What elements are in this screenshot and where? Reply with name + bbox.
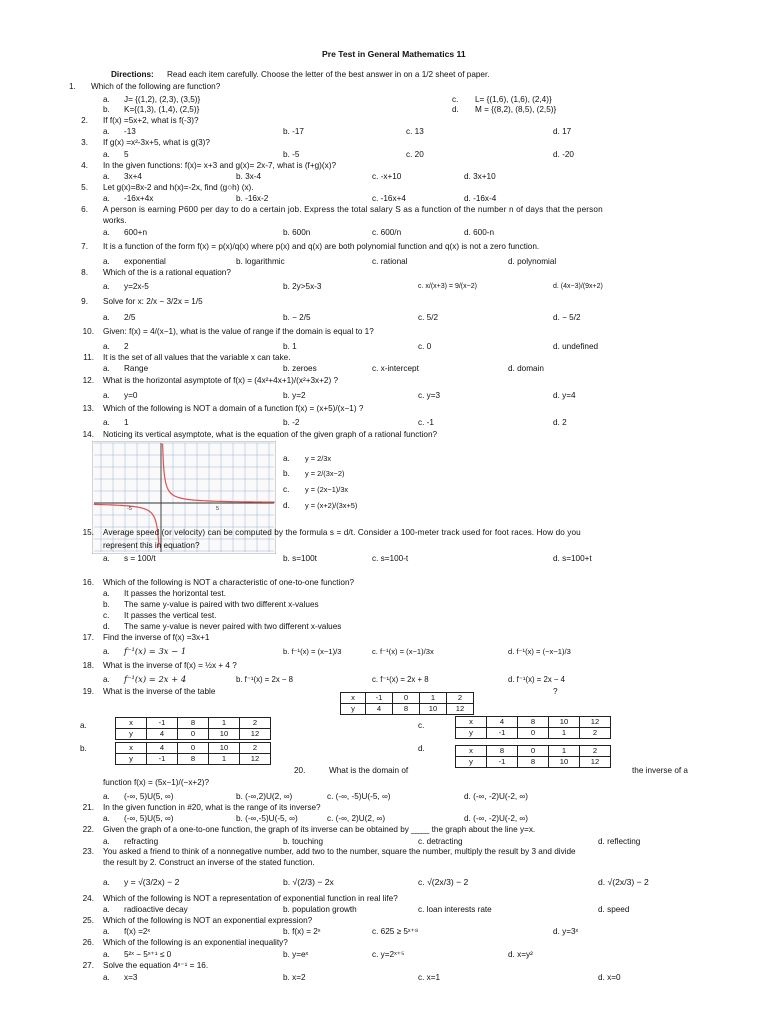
cell: x — [456, 746, 487, 757]
q13-text: Which of the following is NOT a domain of a function f(x) = (x+5)/(x−1) ? — [103, 404, 364, 413]
q18-a-label: a. — [103, 675, 110, 684]
q10-number: 10. — [82, 327, 94, 336]
q19-b-label: b. — [80, 744, 87, 753]
q7-b: b. logarithmic — [236, 257, 285, 266]
q5-number: 5. — [81, 183, 88, 192]
cell: x — [116, 718, 147, 729]
q19-number: 19. — [82, 687, 94, 696]
q22-d: d. reflecting — [598, 837, 641, 846]
q23-a-label: a. — [103, 878, 110, 887]
q7-a: exponential — [124, 257, 166, 266]
q16-b: The same y-value is paired with two different x-values — [124, 600, 319, 609]
q12-a-label: a. — [103, 391, 110, 400]
q15-text-cont: represent this in equation? — [103, 541, 200, 550]
q26-a: 5²ˣ − 5ˣ⁺¹ ≤ 0 — [124, 950, 172, 959]
q6-d: d. 600-n — [464, 228, 495, 237]
q11-b: b. zeroes — [283, 364, 317, 373]
q25-c: c. 625 ≥ 5ˣ⁺⁸ — [372, 927, 419, 936]
cell: -1 — [487, 757, 518, 768]
q26-d: d. x=y² — [508, 950, 533, 959]
q22-c: c. detracting — [418, 837, 463, 846]
q20-b: b. (-∞,2)U(2, ∞) — [236, 792, 293, 801]
q18-number: 18. — [82, 661, 94, 670]
q12-b: b. y=2 — [283, 391, 306, 400]
cell: 2 — [580, 746, 611, 757]
q2-d: d. 17 — [553, 127, 572, 136]
q27-b: b. x=2 — [283, 973, 306, 982]
q3-text: If g(x) =x²-3x+5, what is g(3)? — [103, 138, 210, 147]
q25-number: 25. — [82, 916, 94, 925]
cell: -1 — [147, 754, 178, 765]
q10-c: c. 0 — [418, 342, 432, 351]
cell: 12 — [580, 717, 611, 728]
q13-d: d. 2 — [553, 418, 567, 427]
q6-a: 600+n — [124, 228, 147, 237]
q2-a-label: a. — [103, 127, 110, 136]
q17-text: Find the inverse of f(x) =3x+1 — [103, 633, 210, 642]
q12-d: d. y=4 — [553, 391, 576, 400]
q24-a-label: a. — [103, 905, 110, 914]
q19-d-label: d. — [418, 744, 425, 753]
q20-d: d. (-∞, -2)U(-2, ∞) — [464, 792, 528, 801]
cell: 0 — [518, 728, 549, 739]
cell: -1 — [366, 693, 393, 704]
cell: 10 — [549, 717, 580, 728]
q22-a-label: a. — [103, 837, 110, 846]
q27-a: x=3 — [124, 973, 138, 982]
q9-c: c. 5/2 — [418, 313, 439, 322]
q21-d: d. (-∞, -2)U(-2, ∞) — [464, 814, 528, 823]
q26-number: 26. — [82, 938, 94, 947]
q15-a-label: a. — [103, 554, 110, 563]
q21-number: 21. — [82, 803, 94, 812]
q22-a: refracting — [124, 837, 159, 846]
q7-a-label: a. — [103, 257, 110, 266]
q19-d-table — [455, 745, 611, 768]
q9-text: Solve for x: 2/x − 3/2x = 1/5 — [103, 297, 203, 306]
q1-a-label: a. — [103, 95, 110, 104]
q4-number: 4. — [81, 161, 88, 170]
q19-b-table — [115, 742, 271, 765]
q9-b: b. − 2/5 — [283, 313, 311, 322]
q15-b: b. s=100t — [283, 554, 317, 563]
q11-a-label: a. — [103, 364, 110, 373]
q16-a: It passes the horizontal test. — [124, 589, 226, 598]
q1-b: K={(1,3), (1,4), (2,5)} — [124, 105, 200, 114]
q20-text: What is the domain of — [329, 766, 409, 775]
cell: 1 — [420, 693, 447, 704]
cell: -1 — [487, 728, 518, 739]
cell: y — [116, 729, 147, 740]
q22-text: Given the graph of a one-to-one function, the graph of its inverse can be obtained by ____ the graph about the line y=x. — [103, 825, 536, 834]
q11-c: c. x-intercept — [372, 364, 419, 373]
q4-a: 3x+4 — [124, 172, 142, 181]
q17-c: c. f⁻¹(x) = (x−1)/3x — [372, 647, 434, 656]
cell: 8 — [487, 746, 518, 757]
q3-b: b. -5 — [283, 150, 300, 159]
q18-c: c. f⁻¹(x) = 2x + 8 — [372, 675, 429, 684]
q21-b: b. (-∞,-5)U(-5, ∞) — [236, 814, 298, 823]
cell: 12 — [240, 729, 271, 740]
q20-a-label: a. — [103, 792, 110, 801]
q13-b: b. -2 — [283, 418, 300, 427]
q15-a: s = 100/t — [124, 554, 156, 563]
q27-number: 27. — [82, 961, 94, 970]
q11-number: 11. — [83, 353, 94, 362]
q8-b: b. 2y>5x-3 — [283, 282, 322, 291]
q3-d: d. -20 — [553, 150, 574, 159]
q6-b: b. 600n — [283, 228, 311, 237]
q13-a: 1 — [124, 418, 129, 427]
q25-a-label: a. — [103, 927, 110, 936]
cell: y — [456, 757, 487, 768]
q1-text: Which of the following are function? — [91, 82, 221, 91]
directions-label: Directions: — [111, 70, 154, 79]
q15-number: 15. — [82, 528, 94, 537]
q9-a-label: a. — [103, 313, 110, 322]
cell: 2 — [580, 728, 611, 739]
q25-b: b. f(x) = 2ˣ — [283, 927, 321, 936]
q24-d: d. speed — [598, 905, 630, 914]
cell: 1 — [209, 718, 240, 729]
q21-a: (-∞, 5)U(5, ∞) — [124, 814, 174, 823]
q6-c: c. 600/n — [372, 228, 402, 237]
q19-c-label: c. — [418, 721, 425, 730]
q7-number: 7. — [81, 242, 88, 251]
q19-a-label: a. — [80, 721, 87, 730]
cell: 12 — [447, 704, 474, 715]
q12-number: 12. — [82, 376, 94, 385]
q2-text: If f(x) =5x+2, what is f(-3)? — [103, 116, 199, 125]
q15-d: d. s=100+t — [553, 554, 592, 563]
q3-a: 5 — [124, 150, 129, 159]
cell: -1 — [147, 718, 178, 729]
cell: 0 — [393, 693, 420, 704]
q12-a: y=0 — [124, 391, 138, 400]
q16-d-label: d. — [103, 622, 110, 631]
q17-number: 17. — [82, 633, 94, 642]
q6-number: 6. — [81, 205, 88, 214]
q18-a: f⁻¹(x) = 2x + 4 — [124, 674, 187, 684]
q6-text: A person is earning P600 per day to do a certain job. Express the total salary S as a function of the number n of days that the person — [103, 205, 603, 214]
q8-number: 8. — [81, 268, 88, 277]
q9-number: 9. — [81, 297, 88, 306]
q23-b: b. √(2/3) − 2x — [283, 877, 334, 887]
q16-text: Which of the following is NOT a characteristic of one-to-one function? — [103, 578, 355, 587]
q24-number: 24. — [82, 894, 94, 903]
cell: 1 — [209, 754, 240, 765]
q9-a: 2/5 — [124, 313, 136, 322]
q23-c: c. √(2x/3) − 2 — [418, 877, 469, 887]
q11-a: Range — [124, 364, 149, 373]
q10-text: Given: f(x) = 4/(x−1), what is the value of range if the domain is equal to 1? — [103, 327, 374, 336]
cell: y — [116, 754, 147, 765]
q19-main-table — [340, 692, 474, 715]
q7-c: c. rational — [372, 257, 408, 266]
q23-number: 23. — [82, 847, 94, 856]
q20-number: 20. — [294, 766, 306, 775]
cell: 1 — [549, 746, 580, 757]
cell: 8 — [178, 718, 209, 729]
q8-c: c. x/(x+3) = 9/(x−2) — [418, 283, 477, 290]
q3-number: 3. — [81, 138, 88, 147]
q26-a-label: a. — [103, 950, 110, 959]
cell: 1 — [549, 728, 580, 739]
cell: 4 — [487, 717, 518, 728]
q12-c: c. y=3 — [418, 391, 441, 400]
x-tick-label-5: 5 — [216, 506, 220, 512]
cell: x — [456, 717, 487, 728]
q5-text: Let g(x)=8x-2 and h(x)=-2x, find (g○h) (x). — [103, 183, 254, 192]
cell: 8 — [518, 717, 549, 728]
q10-d: d. undefined — [553, 342, 599, 351]
q14-a-label: a. — [283, 454, 290, 463]
q14-text: Noticing its vertical asymptote, what is the equation of the given graph of a rational function? — [103, 430, 438, 439]
q20-func: function f(x) = (5x−1)/(−x+2)? — [103, 778, 210, 787]
q18-text: What is the inverse of f(x) = ½x + 4 ? — [103, 661, 237, 670]
cell: 0 — [178, 743, 209, 754]
cell: 8 — [518, 757, 549, 768]
q10-a-label: a. — [103, 342, 110, 351]
q21-c: c. (-∞, 2)U(2, ∞) — [327, 814, 386, 823]
cell: 10 — [420, 704, 447, 715]
q4-a-label: a. — [103, 172, 110, 181]
q1-a: J= {(1,2), (2,3), (3,5)} — [124, 95, 201, 104]
q24-b: b. population growth — [283, 905, 357, 914]
cell: 0 — [178, 729, 209, 740]
q14-b: y = 2/(3x−2) — [305, 469, 345, 478]
q4-c: c. -x+10 — [372, 172, 402, 181]
cell: 12 — [580, 757, 611, 768]
q17-a-label: a. — [103, 647, 110, 656]
q14-number: 14. — [82, 430, 94, 439]
q13-a-label: a. — [103, 418, 110, 427]
cell: 0 — [518, 746, 549, 757]
q5-a: -16x+4x — [124, 194, 154, 203]
q18-b: b. f⁻¹(x) = 2x − 8 — [236, 675, 293, 684]
cell: 4 — [147, 743, 178, 754]
cell: 12 — [240, 754, 271, 765]
q20-c: c. (-∞, -5)U(-5, ∞) — [327, 792, 391, 801]
q4-b: b. 3x-4 — [236, 172, 262, 181]
q26-c: c. y=2ˣ⁺⁵ — [372, 950, 405, 959]
q14-d: y = (x+2)/(3x+5) — [305, 501, 358, 510]
q27-d: d. x=0 — [598, 973, 621, 982]
q16-a-label: a. — [103, 589, 110, 598]
q15-c: c. s=100-t — [372, 554, 409, 563]
q25-d: d. y=3ˣ — [553, 927, 579, 936]
q5-b: b. -16x-2 — [236, 194, 269, 203]
cell: 10 — [209, 743, 240, 754]
q9-d: d. − 5/2 — [553, 313, 581, 322]
q8-a: y=2x-5 — [124, 282, 149, 291]
q11-d: d. domain — [508, 364, 544, 373]
q17-a: f⁻¹(x) = 3x − 1 — [124, 646, 187, 656]
q6-text-cont: works. — [103, 216, 127, 225]
q23-d: d. √(2x/3) − 2 — [598, 877, 649, 887]
q2-a: -13 — [124, 127, 136, 136]
cell: y — [341, 704, 366, 715]
q5-c: c. -16x+4 — [372, 194, 406, 203]
cell: x — [116, 743, 147, 754]
q17-d: d. f⁻¹(x) = (−x−1)/3 — [508, 647, 571, 656]
q18-d: d. f⁻¹(x) = 2x − 4 — [508, 675, 565, 684]
page-title: Pre Test in General Mathematics 11 — [322, 49, 466, 59]
cell: 4 — [366, 704, 393, 715]
q7-text: It is a function of the form f(x) = p(x)/q(x) where p(x) and q(x) are both polynomial function and q(x) is not a zero function. — [103, 242, 540, 251]
cell: 10 — [209, 729, 240, 740]
cell: 4 — [147, 729, 178, 740]
q14-a: y = 2/3x — [305, 454, 332, 463]
q10-a: 2 — [124, 342, 129, 351]
x-tick-label-neg5: -5 — [127, 506, 132, 512]
q15-text: Average speed (or velocity) can be computed by the formula s = d/t. Consider a 100-meter track used for foot races. How do you — [103, 528, 581, 537]
q21-a-label: a. — [103, 814, 110, 823]
q16-b-label: b. — [103, 600, 110, 609]
q1-c-label: c. — [452, 95, 459, 104]
q3-a-label: a. — [103, 150, 110, 159]
q8-a-label: a. — [103, 282, 110, 291]
q14-c-label: c. — [283, 485, 290, 494]
cell: 10 — [549, 757, 580, 768]
q19-text: What is the inverse of the table — [103, 687, 216, 696]
q8-text: Which of the is a rational equation? — [103, 268, 231, 277]
q22-b: b. touching — [283, 837, 324, 846]
q20-a: (-∞, 5)U(5, ∞) — [124, 792, 174, 801]
q5-d: d. -16x-4 — [464, 194, 497, 203]
q24-text: Which of the following is NOT a representation of exponential function in real life? — [103, 894, 398, 903]
q27-c: c. x=1 — [418, 973, 441, 982]
q1-number: 1. — [69, 82, 76, 91]
q4-d: d. 3x+10 — [464, 172, 496, 181]
q14-c: y = (2x−1)/3x — [305, 485, 349, 494]
q19-c-table — [455, 716, 611, 739]
q19-a-table — [115, 717, 271, 740]
cell: 2 — [447, 693, 474, 704]
q1-c: L= {(1,6), (1,6), (2,4)} — [475, 95, 552, 104]
q11-text: It is the set of all values that the variable x can take. — [103, 353, 291, 362]
q1-d-label: d. — [452, 105, 459, 114]
q17-b: b. f⁻¹(x) = (x−1)/3 — [283, 647, 342, 656]
q6-a-label: a. — [103, 228, 110, 237]
q25-text: Which of the following is NOT an exponential expression? — [103, 916, 313, 925]
q2-number: 2. — [81, 116, 88, 125]
q12-text: What is the horizontal asymptote of f(x) = (4x²+4x+1)/(x²+3x+2) ? — [103, 376, 339, 385]
q27-text: Solve the equation 4ˣ⁻¹ = 16. — [103, 961, 209, 970]
q21-text: In the given function in #20, what is the range of its inverse? — [103, 803, 321, 812]
q2-c: c. 13 — [406, 127, 424, 136]
q27-a-label: a. — [103, 973, 110, 982]
cell: x — [341, 693, 366, 704]
q13-number: 13. — [82, 404, 94, 413]
cell: 2 — [240, 743, 271, 754]
q16-c-label: c. — [103, 611, 110, 620]
q19-question-mark: ? — [553, 687, 558, 696]
q8-d: d. (4x−3)/(9x+2) — [553, 283, 603, 290]
q16-d: The same y-value is never paired with two different x-values — [124, 622, 342, 631]
q1-d: M = {(8,2), (8,5), (2,5)} — [475, 105, 557, 114]
cell: 8 — [393, 704, 420, 715]
q24-a: radioactive decay — [124, 905, 188, 914]
q22-number: 22. — [82, 825, 94, 834]
q2-b: b. -17 — [283, 127, 304, 136]
cell: 8 — [178, 754, 209, 765]
q1-b-label: b. — [103, 105, 110, 114]
q25-a: f(x) =2ˣ — [124, 927, 151, 936]
q16-c: It passes the vertical test. — [124, 611, 217, 620]
cell: y — [456, 728, 487, 739]
q16-number: 16. — [82, 578, 94, 587]
cell: 2 — [240, 718, 271, 729]
q7-d: d. polynomial — [508, 257, 557, 266]
q26-b: b. y=eˣ — [283, 950, 309, 959]
q13-c: c. -1 — [418, 418, 434, 427]
q4-text: In the given functions: f(x)= x+3 and g(x)= 2x-7, what is (f+g)(x)? — [103, 161, 336, 170]
q5-a-label: a. — [103, 194, 110, 203]
q3-c: c. 20 — [406, 150, 424, 159]
q23-a: y = √(3/2x) − 2 — [124, 877, 180, 887]
q23-text-cont: the result by 2. Construct an inverse of the stated function. — [103, 858, 315, 867]
q20-text-tail: the inverse of a — [632, 766, 688, 775]
q14-d-label: d. — [283, 501, 290, 510]
q14-b-label: b. — [283, 469, 290, 478]
q26-text: Which of the following is an exponential inequality? — [103, 938, 288, 947]
q23-text: You asked a friend to think of a nonnegative number, add two to the number, square the number, multiply the result by 3 and divide — [103, 847, 576, 856]
directions-text: Read each item carefully. Choose the letter of the best answer in on a 1/2 sheet of paper. — [167, 70, 490, 79]
q10-b: b. 1 — [283, 342, 297, 351]
q24-c: c. loan interests rate — [418, 905, 492, 914]
